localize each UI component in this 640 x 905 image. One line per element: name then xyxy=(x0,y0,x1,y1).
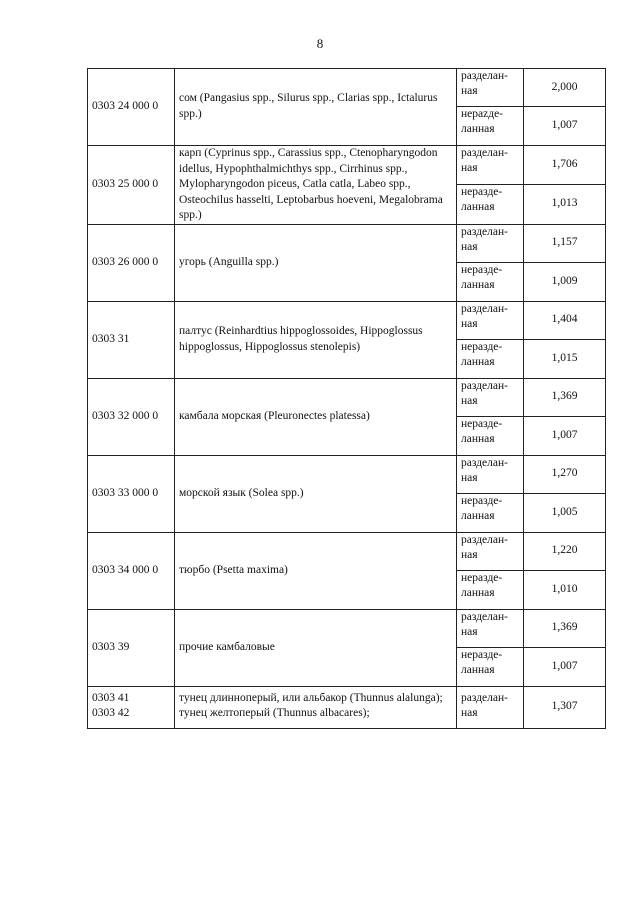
state-cell: разделан-ная xyxy=(457,301,524,339)
name-cell: тунец длинноперый, или альбакор (Thunnus alalunga); тунец желтоперый (Thunnus albacares); xyxy=(175,686,457,728)
state-cell: разделан-ная xyxy=(457,69,524,107)
table-row xyxy=(88,224,606,262)
code-cell: 0303 24 000 0 xyxy=(88,69,175,146)
state-cell: неразде-ланная xyxy=(457,493,524,532)
name-cell: карп (Cyprinus spp., Carassius spp., Ctenopharyngodon idellus, Hypophthalmichthys spp., Cirrhinus spp., Mylopharyngodon piceus, Catla catla, Labeo spp., Osteochilus hasselti, Leptobarbus hoeveni, Megalobrama spp.) xyxy=(175,146,457,225)
coefficient-cell: 1,005 xyxy=(524,493,606,532)
name-cell: прочие камбаловые xyxy=(175,609,457,686)
code-cell: 0303 31 xyxy=(88,301,175,378)
code-cell xyxy=(88,686,175,728)
coefficient-cell: 1,220 xyxy=(524,532,606,570)
coefficient-cell: 1,369 xyxy=(524,378,606,416)
coefficient-cell: 1,307 xyxy=(524,686,606,728)
code-cell: 0303 33 000 0 xyxy=(88,455,175,532)
state-cell: разделан-ная xyxy=(457,455,524,493)
name-cell: сом (Pangasius spp., Silurus spp., Clarias spp., Ictalurus spp.) xyxy=(175,69,457,146)
state-cell: разделан-ная xyxy=(457,609,524,647)
name-cell: тюрбо (Psetta maxima) xyxy=(175,532,457,609)
coefficient-cell: 1,157 xyxy=(524,224,606,262)
table-row xyxy=(88,686,606,728)
table-row xyxy=(88,532,606,570)
table-row xyxy=(88,609,606,647)
coefficient-cell: 1,007 xyxy=(524,107,606,146)
name-cell: морской язык (Solea spp.) xyxy=(175,455,457,532)
coefficient-cell: 1,007 xyxy=(524,416,606,455)
state-cell: неразде-ланная xyxy=(457,416,524,455)
coefficient-cell: 1,270 xyxy=(524,455,606,493)
state-cell: нерazде-ланная xyxy=(457,107,524,146)
coefficient-table xyxy=(87,68,606,729)
coefficient-cell: 1,009 xyxy=(524,262,606,301)
name-cell: угорь (Anguilla spp.) xyxy=(175,224,457,301)
coefficient-cell: 1,706 xyxy=(524,146,606,185)
state-cell: неразде-ланная xyxy=(457,647,524,686)
name-cell: камбала морская (Pleuronectes platessa) xyxy=(175,378,457,455)
code-line: 0303 42 xyxy=(92,707,130,720)
coefficient-cell: 1,404 xyxy=(524,301,606,339)
coefficient-cell: 1,369 xyxy=(524,609,606,647)
coefficient-cell: 1,010 xyxy=(524,570,606,609)
code-cell: 0303 25 000 0 xyxy=(88,146,175,225)
code-cell: 0303 32 000 0 xyxy=(88,378,175,455)
table-row xyxy=(88,69,606,107)
state-cell: неразде-ланная xyxy=(457,262,524,301)
code-cell: 0303 34 000 0 xyxy=(88,532,175,609)
code-cell: 0303 26 000 0 xyxy=(88,224,175,301)
table-row xyxy=(88,146,606,185)
code-line: 0303 41 xyxy=(92,691,130,704)
coefficient-cell: 1,015 xyxy=(524,339,606,378)
state-cell: разделан-ная xyxy=(457,686,524,728)
coefficient-cell: 2,000 xyxy=(524,69,606,107)
table-row xyxy=(88,378,606,416)
coefficient-cell: 1,007 xyxy=(524,647,606,686)
table-row xyxy=(88,301,606,339)
state-cell: неразде-ланная xyxy=(457,570,524,609)
state-cell: разделан-ная xyxy=(457,146,524,185)
code-cell: 0303 39 xyxy=(88,609,175,686)
state-cell: неразде-ланная xyxy=(457,339,524,378)
state-cell: неразде-ланная xyxy=(457,184,524,224)
coefficient-cell: 1,013 xyxy=(524,184,606,224)
state-cell: разделан-ная xyxy=(457,378,524,416)
page-number: 8 xyxy=(316,36,324,51)
name-cell: палтус (Reinhardtius hippoglossoides, Hippoglossus hippoglossus, Hippoglossus stenolepis) xyxy=(175,301,457,378)
state-cell: разделан-ная xyxy=(457,224,524,262)
table-row xyxy=(88,455,606,493)
state-cell: разделан-ная xyxy=(457,532,524,570)
